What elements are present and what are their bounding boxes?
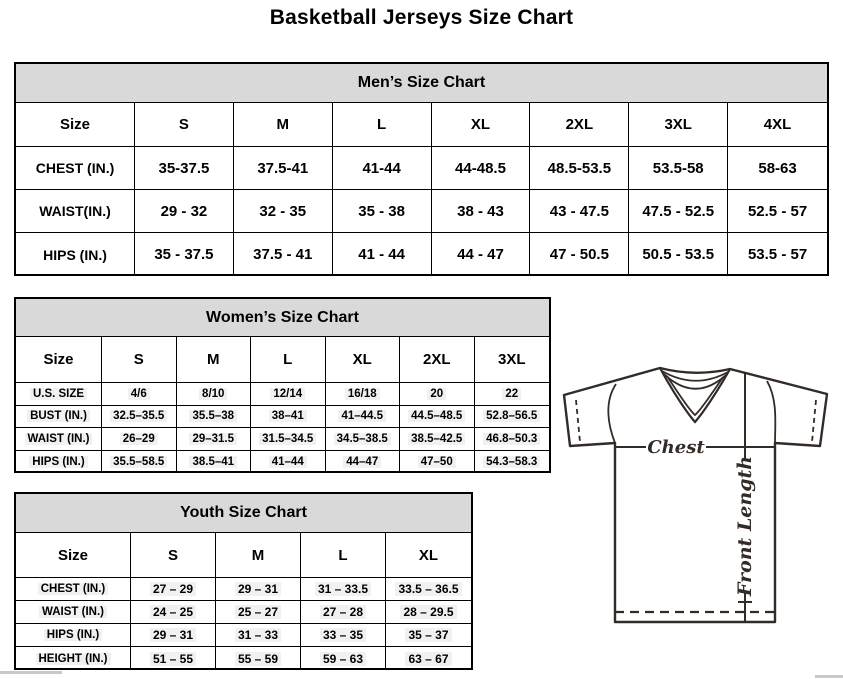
table-cell: 55 – 59 bbox=[216, 647, 301, 670]
armhole-seam-left bbox=[608, 384, 616, 443]
womens-header-row bbox=[16, 337, 549, 383]
mens-col-header: XL bbox=[432, 103, 531, 146]
table-cell: 37.5 - 41 bbox=[234, 233, 333, 276]
row-label: BUST (IN.) bbox=[16, 406, 102, 428]
table-cell: 22 bbox=[475, 383, 550, 405]
table-cell: 37.5-41 bbox=[234, 147, 333, 189]
row-label: HIPS (IN.) bbox=[16, 451, 102, 474]
table-cell: 44.5–48.5 bbox=[400, 406, 475, 428]
table-cell: 41–44 bbox=[251, 451, 326, 474]
horizontal-scrollbar-fragment-right[interactable] bbox=[815, 675, 843, 678]
mens-table-title: Men’s Size Chart bbox=[16, 64, 827, 103]
womens-col-header: XL bbox=[326, 337, 401, 382]
row-label: HIPS (IN.) bbox=[16, 624, 131, 646]
table-cell: 58-63 bbox=[758, 159, 797, 177]
table-cell: 28 – 29.5 bbox=[386, 601, 471, 623]
table-cell: 32.5–35.5 bbox=[102, 406, 177, 428]
jersey-outline bbox=[564, 368, 827, 622]
table-cell: 25 – 27 bbox=[216, 601, 301, 623]
row-label: HEIGHT (IN.) bbox=[16, 647, 131, 670]
table-cell: 24 – 25 bbox=[131, 601, 216, 623]
table-cell: 29 – 31 bbox=[131, 624, 216, 646]
womens-col-header: M bbox=[177, 337, 252, 382]
youth-waist-row bbox=[16, 601, 471, 624]
table-cell: 38–41 bbox=[251, 406, 326, 428]
table-cell: 59 – 63 bbox=[301, 647, 386, 670]
table-cell: 52.8–56.5 bbox=[475, 406, 550, 428]
row-label: U.S. SIZE bbox=[16, 383, 102, 405]
row-label: WAIST(IN.) bbox=[16, 190, 135, 232]
womens-table-title: Women’s Size Chart bbox=[16, 299, 549, 337]
table-cell: 44–47 bbox=[326, 451, 401, 474]
mens-col-header: L bbox=[333, 103, 432, 146]
table-cell: 35.5–38 bbox=[177, 406, 252, 428]
table-cell: 63 – 67 bbox=[386, 647, 471, 670]
womens-col-header: Size bbox=[16, 337, 102, 382]
table-cell: 46.8–50.3 bbox=[475, 428, 550, 450]
youth-header-row bbox=[16, 533, 471, 578]
chest-label: Chest bbox=[647, 437, 705, 458]
mens-col-header: M bbox=[234, 103, 333, 146]
table-cell: 12/14 bbox=[251, 383, 326, 405]
mens-col-header: 3XL bbox=[629, 103, 728, 146]
table-cell: 47.5 - 52.5 bbox=[629, 190, 728, 232]
table-cell: 53.5-58 bbox=[629, 147, 728, 189]
table-cell: 35.5–58.5 bbox=[102, 451, 177, 474]
table-cell: 41 - 44 bbox=[333, 233, 432, 276]
table-cell: 27 – 28 bbox=[301, 601, 386, 623]
womens-bust-row bbox=[16, 406, 549, 429]
table-cell: 16/18 bbox=[326, 383, 401, 405]
table-cell: 48.5-53.5 bbox=[530, 147, 629, 189]
table-cell: 53.5 - 57 bbox=[747, 246, 808, 263]
row-label: CHEST (IN.) bbox=[16, 578, 131, 600]
table-cell: 41-44 bbox=[333, 147, 432, 189]
page-title: Basketball Jerseys Size Chart bbox=[269, 6, 574, 29]
table-cell: 51 – 55 bbox=[131, 647, 216, 670]
table-cell: 50.5 - 53.5 bbox=[629, 233, 728, 276]
womens-waist-row bbox=[16, 428, 549, 451]
table-cell: 35 - 37.5 bbox=[135, 233, 234, 276]
row-label: WAIST (IN.) bbox=[16, 428, 102, 450]
table-cell: 34.5–38.5 bbox=[326, 428, 401, 450]
table-cell: 33.5 – 36.5 bbox=[386, 578, 471, 600]
table-cell: 52.5 - 57 bbox=[747, 202, 808, 220]
table-cell: 41–44.5 bbox=[326, 406, 401, 428]
youth-col-header: L bbox=[301, 533, 386, 577]
table-cell: 27 – 29 bbox=[131, 578, 216, 600]
mens-hips-row bbox=[16, 233, 827, 276]
table-cell: 29 – 31 bbox=[216, 578, 301, 600]
table-cell: 38 - 43 bbox=[432, 190, 531, 232]
row-label: HIPS (IN.) bbox=[16, 233, 135, 276]
womens-col-header: S bbox=[102, 337, 177, 382]
horizontal-scrollbar-fragment-left[interactable] bbox=[0, 671, 62, 674]
table-cell: 35 – 37 bbox=[386, 624, 471, 646]
mens-size-chart-table bbox=[14, 62, 829, 276]
table-cell: 20 bbox=[400, 383, 475, 405]
womens-size-chart-table bbox=[14, 297, 551, 473]
womens-col-header: 3XL bbox=[497, 351, 526, 368]
table-cell: 31.5–34.5 bbox=[251, 428, 326, 450]
womens-col-header: 2XL bbox=[400, 337, 475, 382]
mens-col-header: Size bbox=[16, 103, 135, 146]
table-cell: 29–31.5 bbox=[177, 428, 252, 450]
table-cell: 31 – 33.5 bbox=[301, 578, 386, 600]
youth-col-header: XL bbox=[418, 546, 439, 564]
youth-col-header: Size bbox=[16, 533, 131, 577]
womens-hips-row bbox=[16, 451, 549, 474]
youth-height-row bbox=[16, 647, 471, 670]
table-cell: 44 - 47 bbox=[432, 233, 531, 276]
table-cell: 29 - 32 bbox=[135, 190, 234, 232]
table-cell: 33 – 35 bbox=[301, 624, 386, 646]
table-cell: 35 - 38 bbox=[333, 190, 432, 232]
cuff-dashed-right bbox=[812, 400, 816, 442]
table-cell: 43 - 47.5 bbox=[530, 190, 629, 232]
table-cell: 32 - 35 bbox=[234, 190, 333, 232]
youth-table-title: Youth Size Chart bbox=[16, 494, 471, 533]
youth-col-header: S bbox=[131, 533, 216, 577]
mens-col-header: S bbox=[135, 103, 234, 146]
jersey-measurement-diagram bbox=[556, 360, 837, 635]
table-cell: 8/10 bbox=[177, 383, 252, 405]
mens-col-header: 2XL bbox=[530, 103, 629, 146]
armhole-seam-right bbox=[767, 381, 775, 443]
table-cell: 38.5–41 bbox=[177, 451, 252, 474]
table-cell: 47 - 50.5 bbox=[530, 233, 629, 276]
mens-chest-row bbox=[16, 147, 827, 190]
mens-waist-row bbox=[16, 190, 827, 233]
row-label: WAIST (IN.) bbox=[16, 601, 131, 623]
row-label: CHEST (IN.) bbox=[16, 147, 135, 189]
youth-chest-row bbox=[16, 578, 471, 601]
front-length-label: Front Length bbox=[734, 455, 756, 597]
table-cell: 31 – 33 bbox=[216, 624, 301, 646]
youth-hips-row bbox=[16, 624, 471, 647]
table-cell: 35-37.5 bbox=[135, 147, 234, 189]
womens-ussize-row bbox=[16, 383, 549, 406]
womens-col-header: L bbox=[251, 337, 326, 382]
table-cell: 54.3–58.3 bbox=[475, 451, 550, 474]
cuff-dashed-left bbox=[576, 400, 580, 442]
youth-col-header: M bbox=[216, 533, 301, 577]
mens-col-header: 4XL bbox=[763, 116, 792, 133]
mens-header-row bbox=[16, 103, 827, 147]
table-cell: 26–29 bbox=[102, 428, 177, 450]
table-cell: 38.5–42.5 bbox=[400, 428, 475, 450]
table-cell: 47–50 bbox=[400, 451, 475, 474]
table-cell: 44-48.5 bbox=[432, 147, 531, 189]
table-cell: 4/6 bbox=[102, 383, 177, 405]
youth-size-chart-table bbox=[14, 492, 473, 670]
